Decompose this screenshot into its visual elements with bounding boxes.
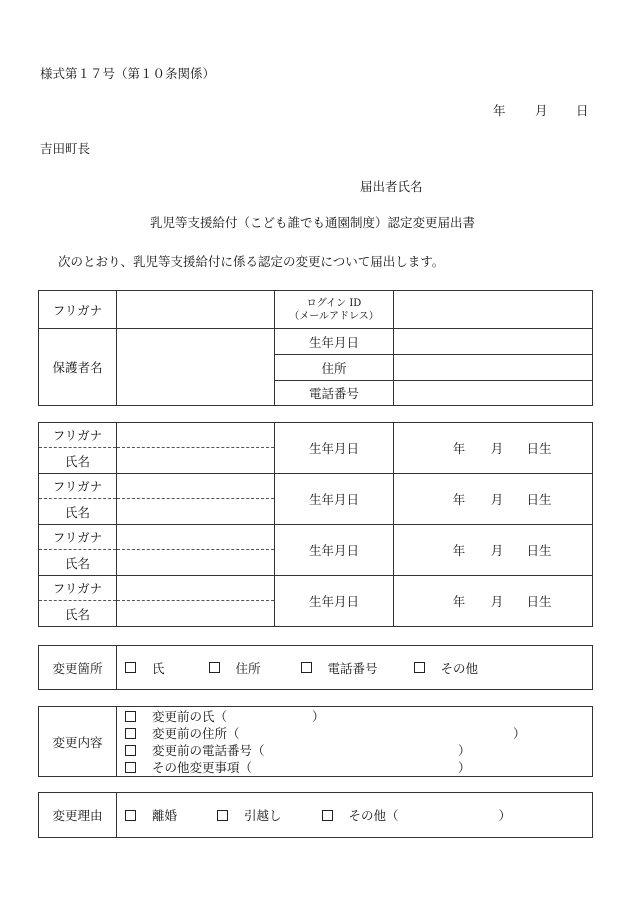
child-4-year-label: 年 [452, 594, 466, 609]
child-3-day-label: 日生 [526, 543, 552, 558]
content-item-other-label: その他変更事項（ [152, 760, 253, 775]
content-item-surname-label: 変更前の氏（ [152, 709, 228, 724]
checkbox[interactable] [125, 762, 136, 773]
child-2-birthdate-label: 生年月日 [275, 474, 394, 525]
child-2-day-label: 日生 [526, 492, 552, 507]
child-2-birthdate-field[interactable] [394, 474, 593, 525]
login-id-label [275, 291, 394, 329]
child-1-birthdate-field[interactable] [394, 423, 593, 474]
login-id-label-line1: ログイン ID [306, 297, 362, 309]
reason-other-label: その他（ [348, 808, 399, 823]
child-3-month-label: 月 [490, 543, 504, 558]
child-4-birthdate-field[interactable] [394, 576, 593, 627]
checkbox[interactable] [125, 662, 136, 673]
content-item-other[interactable] [125, 759, 588, 776]
reason-divorce-label: 離婚 [152, 808, 178, 823]
content-item-surname-close: ） [312, 709, 325, 724]
intro-text: 次のとおり、乳児等支援給付に係る認定の変更について届出します。 [58, 254, 445, 269]
change-location-options [117, 646, 593, 690]
guardian-phone-field[interactable] [394, 381, 593, 406]
child-3-birthdate-field[interactable] [394, 525, 593, 576]
guardian-birthdate-field[interactable] [394, 329, 593, 355]
reason-other[interactable] [322, 806, 512, 824]
login-id-label-line2: （メールアドレス） [289, 310, 379, 322]
guardian-table [38, 290, 593, 406]
child-2-furigana-label: フリガナ [39, 474, 117, 499]
child-4-day-label: 日生 [526, 594, 552, 609]
reason-divorce[interactable] [125, 806, 177, 824]
date-year-label: 年 [493, 103, 506, 118]
children-table [38, 422, 593, 627]
child-2-name-field[interactable] [117, 499, 275, 525]
date-day-label: 日 [576, 103, 589, 118]
guardian-address-field[interactable] [394, 355, 593, 381]
child-3-name-label: 氏名 [39, 550, 117, 576]
child-1-birthdate-label: 生年月日 [275, 423, 394, 474]
reason-moving[interactable] [217, 806, 282, 824]
form-number: 様式第１７号（第１０条関係） [40, 66, 216, 81]
content-item-address-close: ） [513, 726, 526, 741]
change-content-table [38, 706, 593, 777]
guardian-name-field[interactable] [117, 329, 275, 406]
child-3-furigana-field[interactable] [117, 525, 275, 550]
child-1-day-label: 日生 [526, 441, 552, 456]
child-4-furigana-label: フリガナ [39, 576, 117, 601]
child-4-name-label: 氏名 [39, 601, 117, 627]
child-4-month-label: 月 [490, 594, 504, 609]
checkbox[interactable] [217, 810, 228, 821]
child-1-year-label: 年 [452, 441, 466, 456]
option-address[interactable] [209, 659, 261, 677]
content-item-phone-label: 変更前の電話番号（ [152, 743, 265, 758]
child-3-furigana-label: フリガナ [39, 525, 117, 550]
child-1-furigana-label: フリガナ [39, 423, 117, 448]
option-address-label: 住所 [235, 660, 261, 676]
content-item-other-close: ） [458, 760, 471, 775]
login-id-field[interactable] [394, 291, 593, 329]
content-item-surname[interactable] [125, 708, 588, 725]
option-other[interactable] [414, 659, 479, 677]
child-1-furigana-field[interactable] [117, 423, 275, 448]
change-location-label: 変更箇所 [39, 646, 117, 690]
child-2-name-label: 氏名 [39, 499, 117, 525]
option-phone-label: 電話番号 [327, 660, 378, 676]
checkbox[interactable] [209, 662, 220, 673]
option-surname-label: 氏 [152, 660, 165, 676]
date-month-label: 月 [535, 103, 548, 118]
checkbox[interactable] [125, 810, 136, 821]
guardian-address-label: 住所 [275, 355, 394, 381]
guardian-phone-label: 電話番号 [275, 381, 394, 406]
checkbox[interactable] [125, 728, 136, 739]
change-reason-table [38, 792, 593, 838]
checkbox[interactable] [125, 711, 136, 722]
checkbox[interactable] [125, 745, 136, 756]
option-other-label: その他 [440, 660, 479, 676]
child-1-name-field[interactable] [117, 448, 275, 474]
guardian-furigana-field[interactable] [117, 291, 275, 329]
applicant-name-label: 届出者氏名 [360, 179, 423, 194]
guardian-birthdate-label: 生年月日 [275, 329, 394, 355]
content-item-phone-close: ） [458, 743, 471, 758]
reason-moving-label: 引越し [244, 808, 282, 823]
checkbox[interactable] [301, 662, 312, 673]
child-3-name-field[interactable] [117, 550, 275, 576]
child-4-name-field[interactable] [117, 601, 275, 627]
change-content-label: 変更内容 [39, 707, 117, 777]
document-title: 乳児等支援給付（こども誰でも通園制度）認定変更届出書 [150, 215, 476, 230]
change-reason-options [117, 793, 593, 838]
guardian-furigana-label: フリガナ [39, 291, 117, 329]
child-1-name-label: 氏名 [39, 448, 117, 474]
child-3-birthdate-label: 生年月日 [275, 525, 394, 576]
guardian-name-label: 保護者名 [39, 329, 117, 406]
change-reason-label: 変更理由 [39, 793, 117, 838]
content-item-address-label: 変更前の住所（ [152, 726, 240, 741]
option-phone[interactable] [301, 659, 378, 677]
change-location-table [38, 645, 593, 690]
content-item-address[interactable] [125, 725, 588, 742]
child-2-year-label: 年 [452, 492, 466, 507]
option-surname[interactable] [125, 659, 165, 677]
checkbox[interactable] [414, 662, 425, 673]
reason-other-close: ） [498, 808, 512, 823]
child-4-furigana-field[interactable] [117, 576, 275, 601]
change-content-items [117, 707, 593, 777]
child-2-furigana-field[interactable] [117, 474, 275, 499]
child-2-month-label: 月 [490, 492, 504, 507]
child-4-birthdate-label: 生年月日 [275, 576, 394, 627]
content-item-phone[interactable] [125, 742, 588, 759]
checkbox[interactable] [322, 810, 333, 821]
child-3-year-label: 年 [452, 543, 466, 558]
child-1-month-label: 月 [490, 441, 504, 456]
addressee: 吉田町長 [40, 141, 91, 156]
